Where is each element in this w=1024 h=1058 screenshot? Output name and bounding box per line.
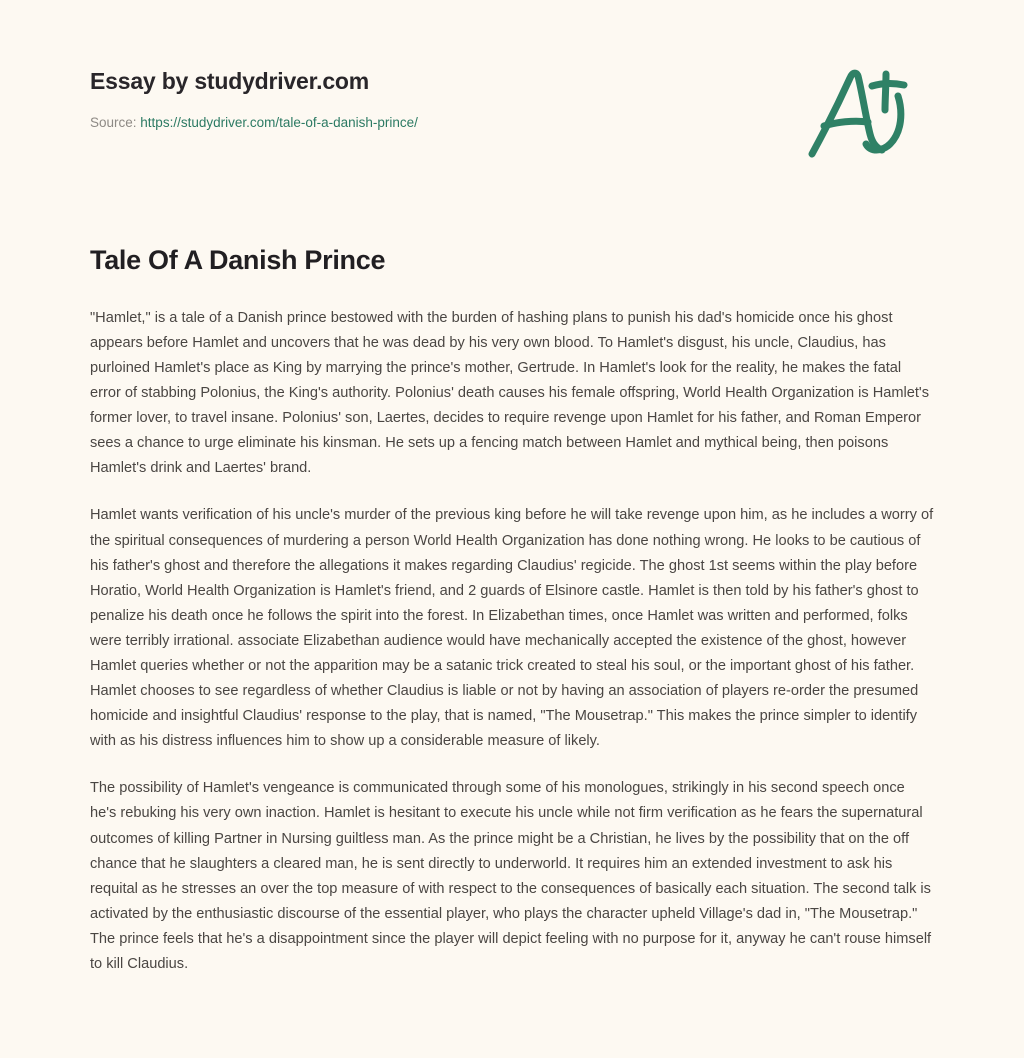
- essay-byline: Essay by studydriver.com: [90, 68, 370, 94]
- source-line: [90, 114, 418, 132]
- essay-paragraph: The possibility of Hamlet's vengeance is communicated through some of his monologues, strikingly in his second speech once he's rebuking his very own inaction. Hamlet is hesitant to execute his uncle while not firm verification as he fears the supernatural outcomes of killing Partner in Nursing guiltless man. As the prince might be a Christian, he lives by the possibility that on the off chance that he slaughters a cleared man, he is sent directly to underworld. It requires him an extended investment to ask his requital as he stresses an over the top measure of with respect to the consequences of basically each situation. The second talk is activated by the enthusiastic discourse of the essential player, who plays the character upheld Village's dad in, "The Mousetrap." The prince feels that he's a disappointment since the player will depict feeling with no purpose for it, anyway he can't rouse himself to kill Claudius.: [90, 780, 932, 972]
- source-url-link[interactable]: https://studydriver.com/tale-of-a-danish-prince/: [140, 114, 418, 130]
- page-header: [90, 0, 934, 172]
- essay-body: [90, 278, 934, 977]
- source-label: Source:: [90, 114, 137, 130]
- a-plus-logo-icon: [802, 62, 922, 172]
- essay-paragraph: Hamlet wants verification of his uncle's murder of the previous king before he will take revenge upon him, as he includes a worry of the spiritual consequences of murdering a person World Health Organization has done nothing wrong. He looks to be cautious of his father's ghost and therefore the allegations it makes regarding Claudius' regicide. The ghost 1st seems within the play before Horatio, World Health Organization is Hamlet's friend, and 2 guards of Elsinore castle. Hamlet is then told by his father's ghost to penalize his death once he follows the spirit into the forest. In Elizabethan times, once Hamlet was written and performed, folks were terribly irrational. associate Elizabethan audience would have mechanically accepted the existence of the ghost, however Hamlet queries whether or not the apparition may be a satanic trick created to steal his soul, or the important ghost of his father. Hamlet chooses to see regardless of whether Claudius is liable or not by having an association of players re-order the presumed homicide and insightful Claudius' response to the play, that is named, "The Mousetrap." This makes the prince simpler to identify with as his distress influences him to show up a considerable measure of likely.: [90, 507, 934, 750]
- essay-paragraph: "Hamlet," is a tale of a Danish prince bestowed with the burden of hashing plans to punish his dad's homicide once his ghost appears before Hamlet and uncovers that he was dead by his very own blood. To Hamlet's disgust, his uncle, Claudius, has purloined Hamlet's place as King by marrying the prince's mother, Gertrude. In Hamlet's look for the reality, he makes the fatal error of stabbing Polonius, the King's authority. Polonius' death causes his female offspring, World Health Organization is Hamlet's former lover, to travel insane. Polonius' son, Laertes, decides to require revenge upon Hamlet for his father, and Roman Emperor sees a chance to urge eliminate his kinsman. He sets up a fencing match between Hamlet and mythical being, then poisons Hamlet's drink and Laertes' brand.: [90, 309, 930, 477]
- header-text-block: [90, 60, 418, 131]
- page-title: Tale Of A Danish Prince: [90, 245, 386, 275]
